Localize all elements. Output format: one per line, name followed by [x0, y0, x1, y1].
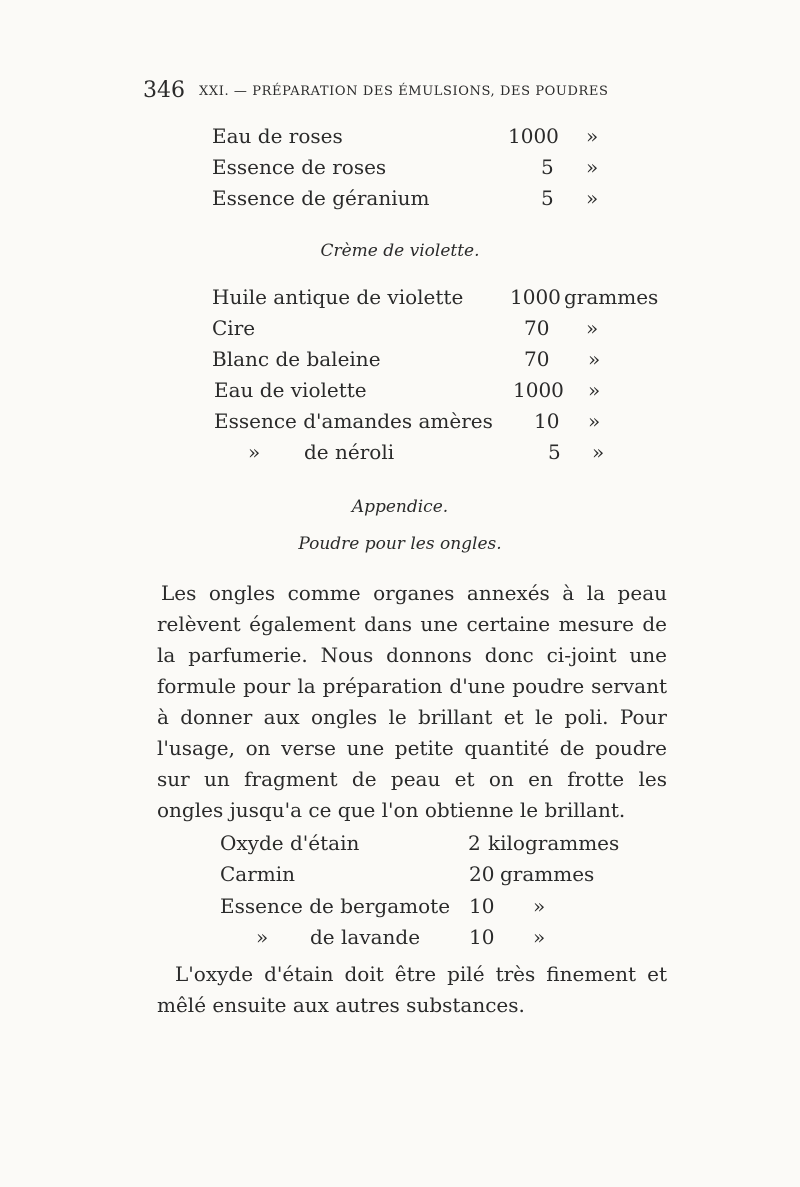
ingredient-name: de lavande: [310, 925, 421, 949]
ingredient-name: Essence de géranium: [212, 186, 430, 210]
ingredient-unit: »: [588, 378, 601, 402]
running-head: XXI. — PRÉPARATION DES ÉMULSIONS, DES POUDRES: [199, 84, 609, 99]
ingredient-quantity: 5: [548, 440, 561, 464]
ingredient-name: Eau de violette: [214, 378, 367, 402]
ingredient-unit: »: [588, 409, 601, 433]
appendix-subtitle: Poudre pour les ongles.: [298, 534, 502, 554]
ingredient-quantity: 1000: [510, 285, 561, 309]
section-title: Crème de violette.: [320, 241, 480, 261]
ingredient-row: [212, 378, 672, 410]
ingredient-row: [212, 155, 632, 187]
ingredient-quantity: 1000: [508, 124, 559, 148]
ingredient-name: Oxyde d'étain: [220, 831, 360, 855]
ingredient-quantity: 70: [524, 316, 550, 340]
paragraph: Les ongles comme organes annexés à la peau relèvent également dans une certaine mesure de la parfumerie. Nous donnons donc ci-joint une formule pour la préparation d'une poudre servant à donner aux ongles le brillant et le poli. Pour l'usage, on verse une petite quantité de poudre sur un fragment de peau et on en frotte les ongles jusqu'a ce que l'on obtienne le brillant.: [157, 581, 667, 822]
ingredient-row: [212, 124, 632, 156]
ingredient-row: [220, 925, 640, 957]
ingredient-row: [220, 894, 640, 926]
ingredient-unit: »: [586, 155, 599, 179]
ingredient-unit: »: [533, 894, 546, 918]
ingredient-quantity: 5: [541, 155, 554, 179]
ingredient-quantity: 2: [468, 831, 481, 855]
ingredient-name: Eau de roses: [212, 124, 343, 148]
ingredient-quantity: 1000: [513, 378, 564, 402]
ingredient-unit: »: [592, 440, 605, 464]
ingredient-row: [212, 409, 672, 441]
ingredient-row: [220, 862, 640, 894]
ingredient-row: [220, 831, 640, 863]
ingredient-unit: kilogrammes: [488, 831, 620, 855]
ingredient-quantity: 5: [541, 186, 554, 210]
ingredient-row: [212, 347, 672, 379]
ingredient-row: [212, 186, 632, 218]
ingredient-name: Blanc de baleine: [212, 347, 381, 371]
ingredient-quantity: 10: [534, 409, 560, 433]
ingredient-name: de néroli: [304, 440, 395, 464]
ingredient-name: Huile antique de violette: [212, 285, 464, 309]
ingredient-name: Essence de bergamote: [220, 894, 451, 918]
page-number: 346: [143, 78, 185, 103]
appendix-title: Appendice.: [351, 497, 449, 517]
paragraph: L'oxyde d'étain doit être pilé très finement et mêlé ensuite aux autres substances.: [157, 962, 667, 1017]
ditto-mark: »: [248, 440, 261, 464]
ingredient-unit: grammes: [500, 862, 595, 886]
ingredient-unit: »: [586, 124, 599, 148]
ingredient-name: Cire: [212, 316, 256, 340]
page-header: [143, 78, 663, 108]
ingredient-unit: »: [586, 186, 599, 210]
ingredient-name: Essence d'amandes amères: [214, 409, 493, 433]
ingredient-row: [212, 285, 672, 317]
ingredient-name: Essence de roses: [212, 155, 387, 179]
ingredient-quantity: 10: [469, 894, 495, 918]
ingredient-unit: »: [588, 347, 601, 371]
ingredient-quantity: 10: [469, 925, 495, 949]
ingredient-row: [212, 316, 672, 348]
ingredient-unit: »: [533, 925, 546, 949]
ingredient-unit: »: [586, 316, 599, 340]
ingredient-quantity: 70: [524, 347, 550, 371]
ditto-mark: »: [256, 925, 269, 949]
ingredient-quantity: 20: [469, 862, 495, 886]
ingredient-unit: grammes: [564, 285, 659, 309]
ingredient-name: Carmin: [220, 862, 296, 886]
ingredient-row: [212, 440, 672, 472]
